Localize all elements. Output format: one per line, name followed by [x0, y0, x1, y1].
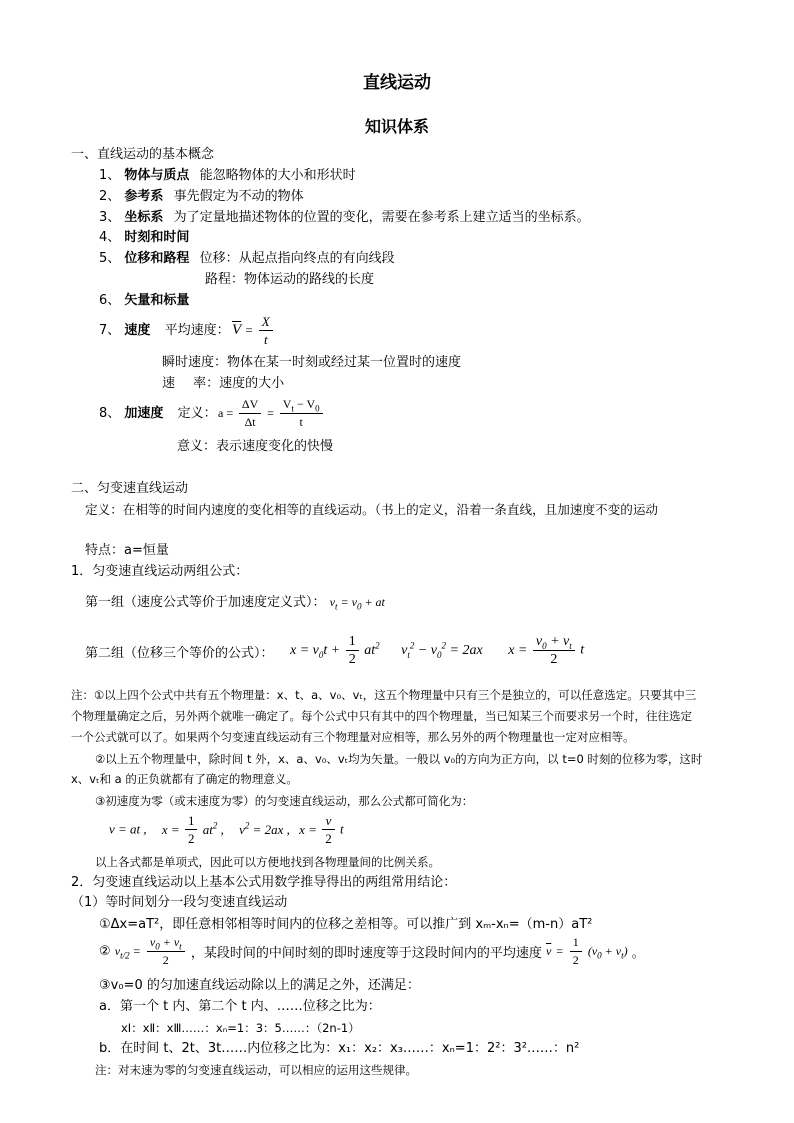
displacement-formulas: $x = v_0t$ + $\frac{1}{2}$ $at^2$ $v_t^2 - v_0^2 = 2ax$ x = $\frac{v_0 + v_t}{2}$ t	[290, 634, 585, 667]
speed-label-b: 率：速度的大小	[193, 376, 285, 391]
group-2-label: 第二组（位移三个等价的公式）：	[85, 646, 274, 661]
page-subtitle: 知识体系	[364, 117, 429, 136]
item-2-term: 参考系	[124, 189, 164, 204]
accel-a-eq: a =	[218, 406, 234, 420]
accel-equals: =	[267, 406, 274, 420]
acceleration-meaning: 意义：表示速度变化的快慢	[177, 439, 334, 454]
item-1-term: 物体与质点	[124, 168, 190, 183]
item-1-num: 1、	[99, 168, 121, 183]
uniform-accel-definition: 定义：在相等的时间内速度的变化相等的直线运动。（书上的定义，沿着一条直线，且加速度不变的运动	[85, 502, 659, 517]
formula-denominator: t	[263, 332, 268, 347]
item-6	[99, 292, 189, 310]
note-line-4: ②以上五个物理量中，除时间 t 外，x、a、v₀、vₜ均为矢量。一般以 v₀的方向为正方向，以 t=0 时刻的位移为零，这时	[95, 752, 703, 766]
item-5-term: 位移和路程	[124, 251, 190, 266]
accel-dt: Δt	[244, 415, 256, 429]
item-4-term: 时刻和时间	[124, 230, 190, 245]
velocity-formula: $v_t = v_0$ + at	[329, 595, 385, 612]
accel-vt: V	[282, 397, 292, 411]
page-title: 直线运动	[363, 73, 431, 93]
result-2: ② $v_{t/2}$ = $\frac{v_0 + v_t}{2}$ ，某段时间的中间时刻的即时速度等于这段时间内的平均速度 $\overline{v}$ = $\frac{1}{2}$ $(v_0 + v_t)$ 。	[99, 935, 645, 967]
formula-v-bar: $\overline{V}$	[232, 322, 242, 338]
item-7-num: 7、	[99, 323, 121, 338]
item-7-avg-label: 平均速度：	[164, 323, 230, 338]
group-1-label: 第一组（速度公式等价于加速度定义式）：	[85, 595, 326, 610]
speed-label-a: 速	[162, 376, 176, 391]
accel-t: t	[299, 415, 303, 429]
accel-delta-v-numerator	[280, 396, 323, 414]
item-5-line-2: 路程：物体运动的路线的长度	[205, 272, 375, 287]
item-5-num: 5、	[99, 251, 121, 266]
result-2-text: ，某段时间的中间时刻的即时速度等于这段时间内的平均速度	[190, 946, 542, 961]
instantaneous-velocity: 瞬时速度：物体在某一时刻或经过某一位置时的速度	[162, 355, 462, 370]
part-2-heading: 2．匀变速直线运动以上基本公式用数学推导得出的两组常用结论：	[71, 875, 457, 890]
accel-v0-sub: 0	[315, 403, 320, 414]
result-b: b．在时间 t、2t、3t……内位移之比为：x₁：x₂：x₃……：xₙ=1：2²：3²……：n²	[99, 1041, 580, 1056]
group-1	[85, 593, 385, 612]
item-8-num: 8、	[99, 406, 121, 421]
result-a-ratio: xⅠ：xⅡ：xⅢ……：xₙ=1：3：5……：（2n-1）	[121, 1021, 360, 1035]
item-8	[99, 405, 217, 423]
part-1-heading: 1．匀变速直线运动两组公式：	[71, 564, 249, 579]
note-line-7: 以上各式都是单项式，因此可以方便地找到各物理量间的比例关系。	[95, 855, 440, 869]
acceleration-formula	[218, 396, 325, 431]
item-5	[99, 250, 395, 268]
average-velocity-formula	[232, 313, 275, 348]
item-2-num: 2、	[99, 189, 121, 204]
item-1-text: 能忽略物体的大小和形状时	[199, 168, 356, 183]
note-line-1: 注：①以上四个公式中共有五个物理量：x、t、a、v₀、vₜ，这五个物理量中只有三个是独立的，可以任意选定。只要其中三	[71, 688, 697, 702]
note-line-2: 个物理量确定之后，另外两个就唯一确定了。每个公式中只有其中的四个物理量，当已知某三个而要求另一个时，往往选定	[71, 709, 692, 723]
item-2	[99, 188, 304, 206]
item-7	[99, 322, 230, 340]
simplified-formulas: v = at , x = $\frac{1}{2}$ $at^2$ , $v^2 = 2ax$ , x = $\frac{v}{2}$ t	[109, 813, 344, 846]
accel-dv: ΔV	[239, 396, 261, 414]
item-4-num: 4、	[99, 230, 121, 245]
item-8-def-label: 定义：	[177, 406, 217, 421]
item-3	[99, 209, 590, 227]
formula-equals: =	[245, 322, 253, 338]
speed-definition	[162, 375, 284, 393]
item-6-term: 矢量和标量	[124, 293, 190, 308]
item-3-term: 坐标系	[124, 210, 164, 225]
item-2-text: 事先假定为不动的物体	[173, 189, 304, 204]
item-5-text-1: 位移：从起点指向终点的有向线段	[199, 251, 395, 266]
section-1-heading: 一、直线运动的基本概念	[71, 147, 215, 162]
item-8-term: 加速度	[124, 406, 164, 421]
accel-minus-v: − V	[293, 397, 316, 411]
item-3-text: 为了定量地描述物体的位置的变化，需要在参考系上建立适当的坐标系。	[173, 210, 590, 225]
item-7-term: 速度	[124, 323, 151, 338]
accel-vt-sub: t	[291, 403, 294, 414]
item-4	[99, 229, 189, 247]
final-note: 注：对末速为零的匀变速直线运动，可以相应的运用这些规律。	[95, 1063, 417, 1077]
item-1	[99, 167, 356, 185]
note-line-5: x、vₜ和 a 的正负就都有了确定的物理意义。	[71, 772, 298, 786]
sub-1-heading: （1）等时间划分一段匀变速直线运动	[71, 895, 288, 910]
result-3: ③v₀=0 的匀加速直线运动除以上的满足之外，还满足：	[99, 978, 420, 993]
note-line-6: ③初速度为零（或末速度为零）的匀变速直线运动，那么公式都可简化为：	[95, 794, 474, 808]
uniform-accel-feature: 特点：a=恒量	[85, 543, 169, 558]
result-a: a．第一个 t 内、第二个 t 内、……位移之比为：	[99, 999, 381, 1014]
formula-numerator: X	[259, 313, 273, 331]
result-1: ①Δx=aT²，即任意相邻相等时间内的位移之差相等。可以推广到 xₘ-xₙ=（m-n）aT²	[99, 917, 593, 932]
section-2-heading: 二、匀变速直线运动	[71, 481, 189, 496]
note-line-3: 一个公式就可以了。如果两个匀变速直线运动有三个物理量对应相等，那么另外的两个物理量也一定对应相等。	[71, 730, 635, 744]
item-3-num: 3、	[99, 210, 121, 225]
item-6-num: 6、	[99, 293, 121, 308]
